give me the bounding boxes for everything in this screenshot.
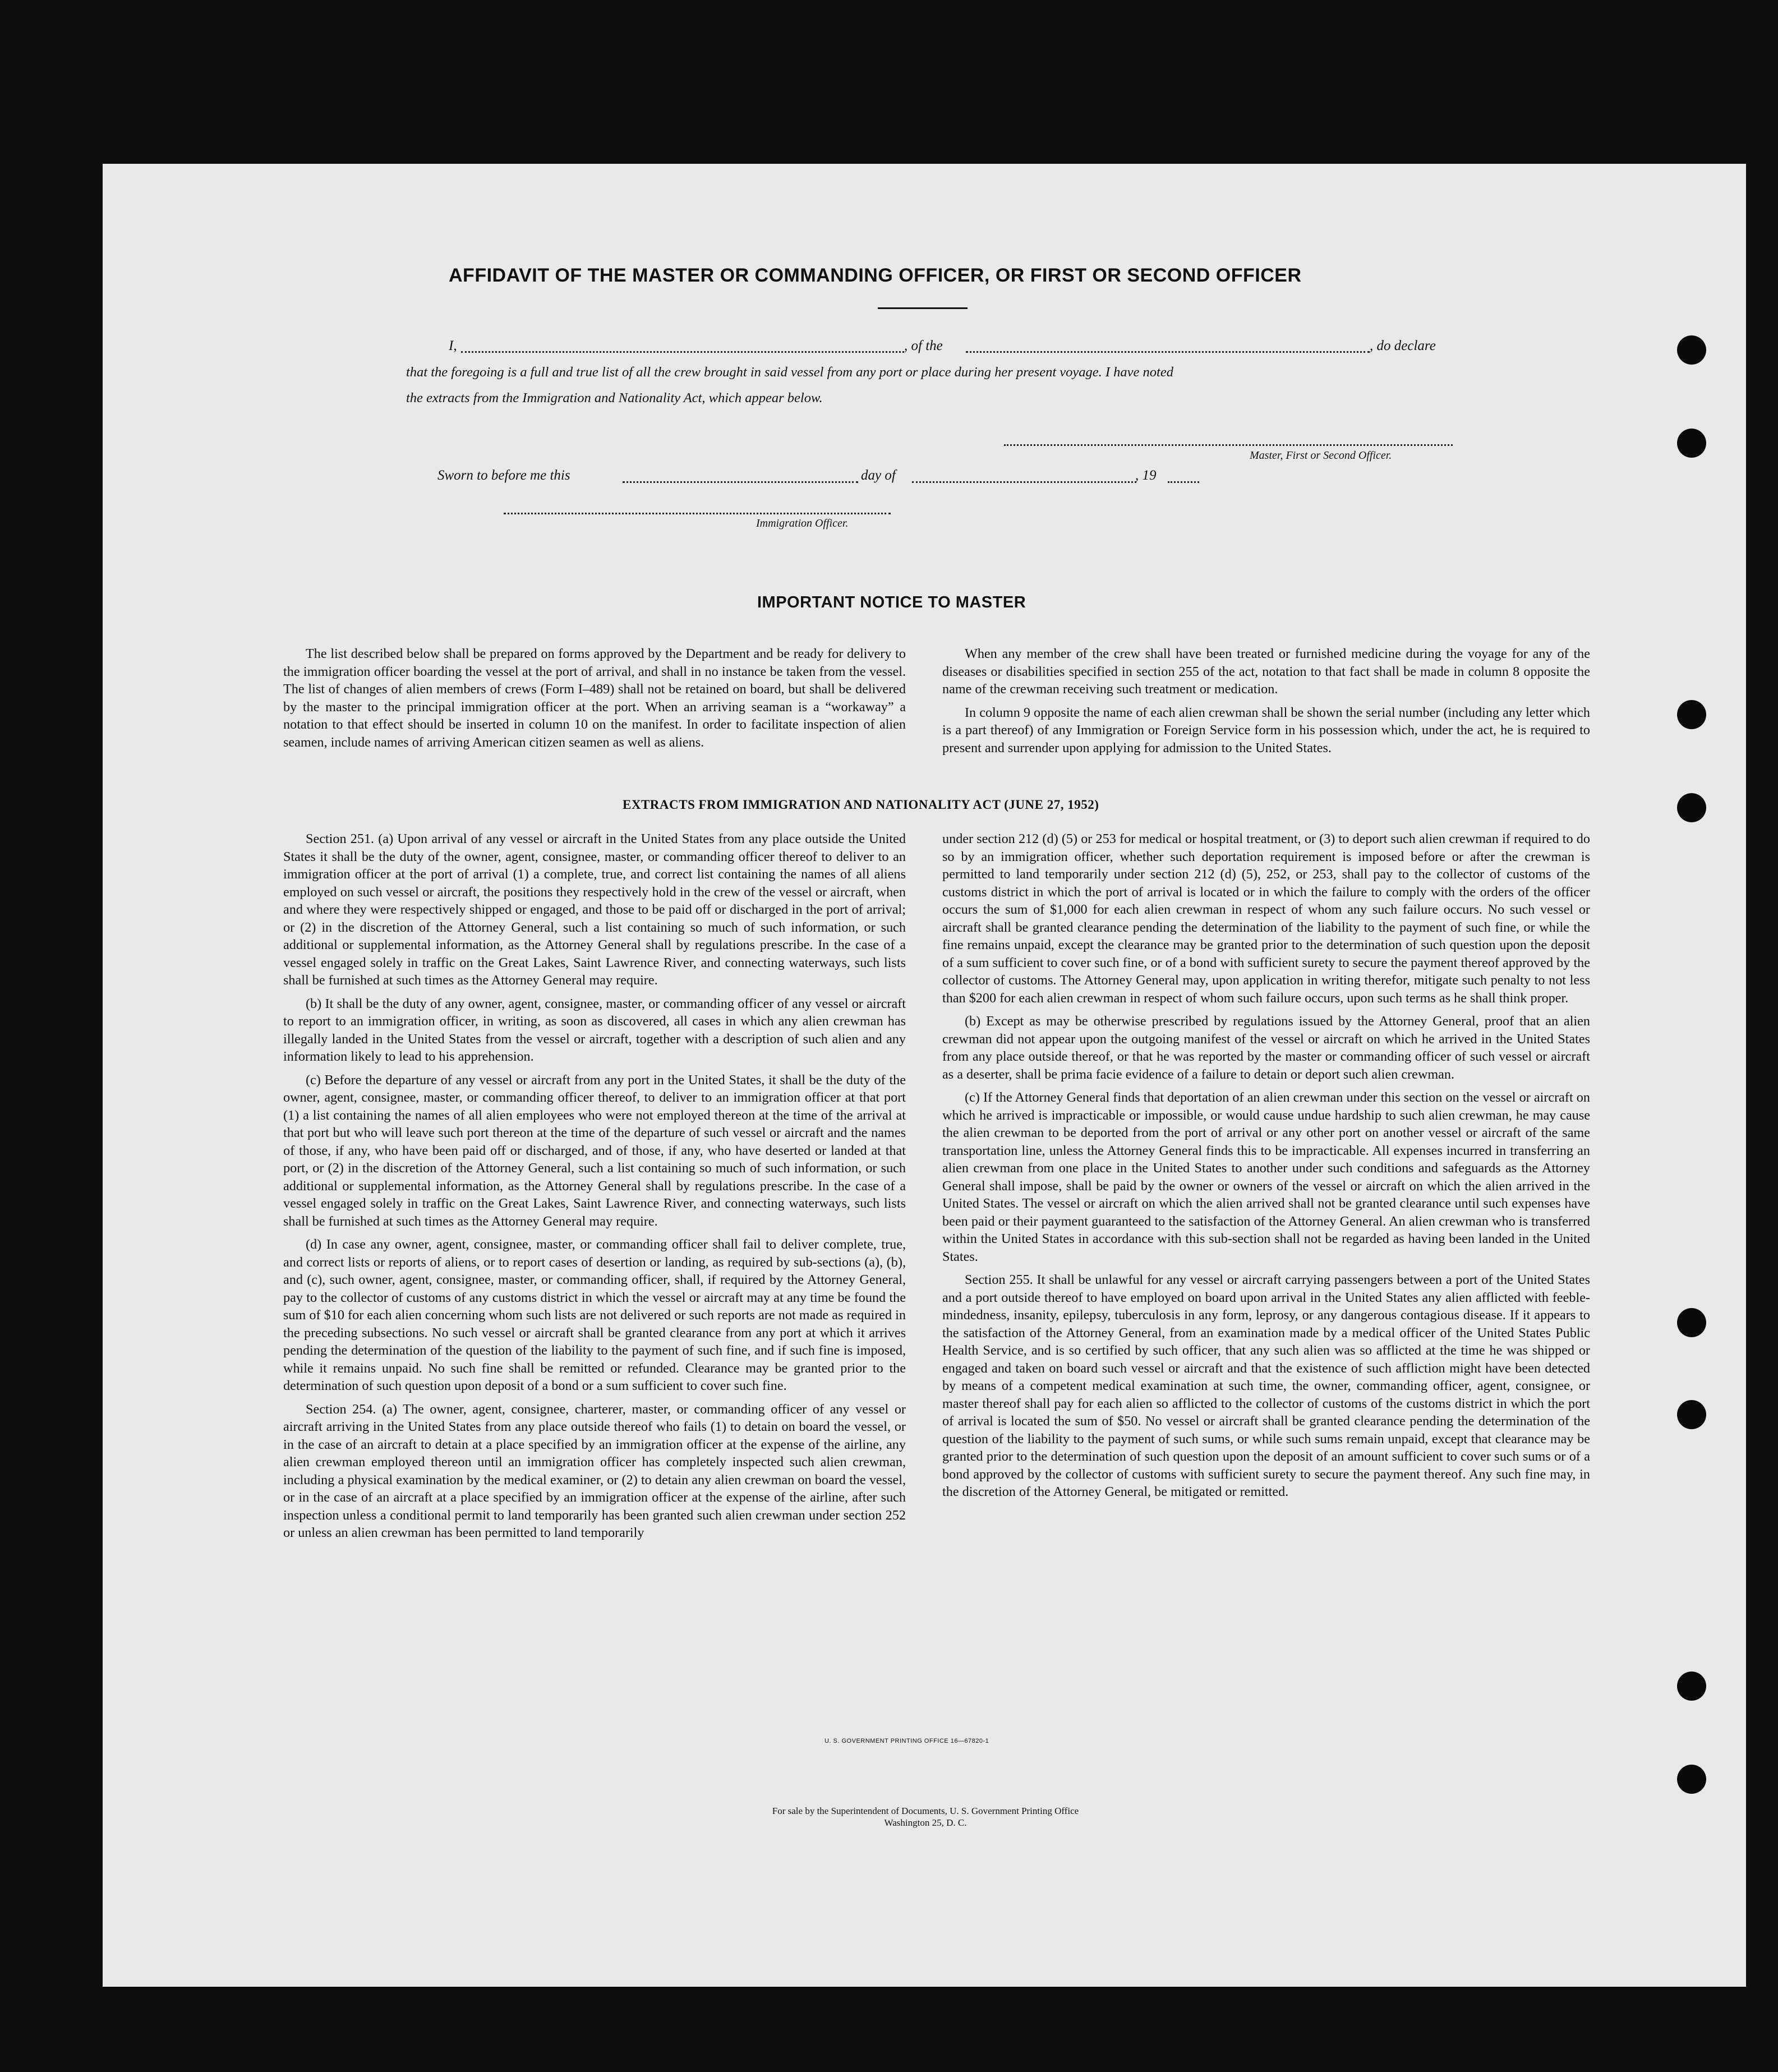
section-paragraph: Section 255. It shall be unlawful for any vessel or aircraft carrying passengers between a port of the United States and a port outside thereof to have employed on board upon arrival in the United States any alien afflicted with feeble-mindedness, insanity, epilepsy, tuberculosis in any form, leprosy, or any dangerous contagious disease. If it appears to the satisfaction of the Attorney General, from an examination made by a medical officer of the United States Public Health Service, and is so certified by such officer, that any such alien was so afflicted at the time he was shipped or engaged and taken on board such vessel or aircraft and that the existence of such affliction might have been detected by means of a competent medical examination at such time, the owner, commanding officer, agent, consignee, or master thereof shall pay for each alien so afflicted to the collector of customs of the customs district in which the port of arrival is located the sum of $50. No vessel or aircraft shall be granted clearance pending the determination of the question of the liability to the payment of such sums, or while such sums remain unpaid, except that clearance may be granted prior to the determination of such question upon the deposit of an amount sufficient to cover such sums or of a bond approved by the collector of customs with sufficient surety to secure the payment thereof. Any such fine may, in the discretion of the Attorney General, be mitigated or remitted.	[942, 1272, 1590, 1499]
notice-right-paragraph-1: When any member of the crew shall have been treated or furnished medicine during the voyage for any of the diseases or disabilities specified in section 255 of the act, notation to that fact shall be made in column 8 opposite the name of the crewman receiving such treatment or medication.	[942, 646, 1590, 697]
punch-hole	[1677, 1765, 1706, 1794]
sworn-mid: day of	[861, 468, 896, 483]
section-paragraph: (b) Except as may be otherwise prescribed by regulations issued by the Attorney General, proof that an alien crewman did not appear upon the outgoing manifest of the vessel or aircraft on which he arrived in the United States from any place outside thereof, or that he was reported by the master or commanding officer of such vessel or aircraft as a deserter, shall be prima facie evidence of a failure to detain or deport such alien crewman.	[942, 1014, 1590, 1082]
sworn-day-field[interactable]	[623, 481, 858, 483]
affidavit-title: AFFIDAVIT OF THE MASTER OR COMMANDING OFFICER, OR FIRST OR SECOND OFFICER	[449, 265, 1302, 286]
punch-hole	[1677, 700, 1706, 729]
signature-label: Master, First or Second Officer.	[1250, 449, 1392, 462]
declaration-prefix: I,	[449, 338, 457, 353]
declaration-suffix: , do declare	[1370, 338, 1436, 353]
section-paragraph: Section 254. (a) The owner, agent, consignee, charterer, master, or commanding officer of any vessel or aircraft arriving in the United States from any place outside thereof who fails (1) to detain on board the vessel, or in the case of an aircraft to detain at a place specified by an immigration officer at the expense of the airline, any alien crewman employed thereon until an immigration officer has completely inspected such alien crewman, including a physical examination by the medical examiner, or (2) to detain any alien crewman on board the vessel, or in the case of an aircraft at a place specified by an immigration officer at the expense of the airline, after such inspection unless a conditional permit to land temporarily has been granted such alien crewman under section 252 or unless an alien crewman has been permitted to land temporarily	[283, 1401, 906, 1540]
notice-title: IMPORTANT NOTICE TO MASTER	[757, 593, 1026, 611]
extracts-heading: EXTRACTS FROM IMMIGRATION AND NATIONALITY ACT (JUNE 27, 1952)	[623, 798, 1099, 812]
sale-notice	[673, 1805, 1178, 1829]
declaration-mid: , of the	[904, 338, 943, 353]
punch-hole	[1677, 793, 1706, 822]
section-paragraph: (d) In case any owner, agent, consignee, master, or commanding officer shall fail to deliver complete, true, and correct lists or reports of aliens, or to report cases of desertion or landing, as required by sub-sections (a), (b), and (c), such owner, agent, consignee, master, or commanding officer, shall, if required by the Attorney General, pay to the collector of customs of any customs district in which the vessel or aircraft may at any time be found the sum of $10 for each alien concerning whom such lists are not delivered or such reports are not made as required in the preceding subsections. No such vessel or aircraft shall be granted clearance from any port at which it arrives pending the determination of the question of the liability to the payment of such fine, and if such fine is imposed, while it remains unpaid. No such fine shall be remitted or refunded. Clearance may be granted prior to the determination of such question upon deposit of a bond or a sum sufficient to cover such fine.	[283, 1237, 906, 1393]
notice-right	[942, 645, 1590, 762]
signature-field[interactable]	[1004, 444, 1453, 446]
extracts-right-column	[942, 830, 1590, 1507]
sworn-year: , 19	[1135, 468, 1157, 483]
sworn-month-field[interactable]	[912, 481, 1136, 483]
officer-label: Immigration Officer.	[756, 517, 849, 529]
officer-signature-field[interactable]	[504, 513, 891, 514]
section-paragraph: (c) Before the departure of any vessel or aircraft from any port in the United States, it shall be the duty of the owner, agent, consignee, master, or commanding officer thereof, to deliver to an immigration officer at that port (1) a list containing the names of all alien employees who were not employed thereon at the time of the arrival at that port but who will leave such port thereon at the time of the departure of such vessel or aircraft and the names of those, if any, who have been paid off or discharged, and of those, if any, who have deserted or landed at that port, or (2) in the discretion of the Attorney General, such a list containing so much of such information, or such additional or supplemental information, as the Attorney General shall by regulations prescribe. In the case of a vessel engaged solely in traffic on the Great Lakes, Saint Lawrence River, and connecting waterways, such lists shall be furnished at such times as the Attorney General may require.	[283, 1072, 906, 1229]
section-paragraph: Section 251. (a) Upon arrival of any vessel or aircraft in the United States from any place outside the United States it shall be the duty of the owner, agent, consignee, master, or commanding officer thereof to deliver to an immigration officer at the port of arrival (1) a complete, true, and correct list containing the names of all aliens employed on such vessel or aircraft, the positions they respectively hold in the crew of the vessel or aircraft, when and where they were respectively shipped or engaged, and those to be paid off or discharged in the port of arrival; or (2) in the discretion of the Attorney General, such a list containing so much of such information, or such additional or supplemental information, as the Attorney General shall by regulations prescribe. In the case of a vessel engaged solely in traffic on the Great Lakes, Saint Lawrence River, and connecting waterways, such lists shall be furnished at such times as the Attorney General may require.	[283, 831, 906, 988]
punch-hole	[1677, 1672, 1706, 1701]
declaration-text-2: that the foregoing is a full and true list of all the crew brought in said vessel from any port or place during her present voyage. I have noted	[406, 365, 1173, 380]
notice-left	[283, 645, 906, 757]
sworn-year-field[interactable]	[1168, 481, 1199, 483]
printing-office-line: U. S. GOVERNMENT PRINTING OFFICE 16—67820-1	[824, 1738, 989, 1744]
section-paragraph: (b) It shall be the duty of any owner, agent, consignee, master, or commanding officer of any vessel or aircraft to report to an immigration officer, in writing, as soon as discovered, all cases in which any alien crewman has illegally landed in the United States from the vessel or aircraft, together with a description of such alien and any information likely to lead to his apprehension.	[283, 996, 906, 1064]
punch-hole	[1677, 1400, 1706, 1429]
sale-line-2: Washington 25, D. C.	[884, 1817, 967, 1828]
name-field[interactable]	[461, 351, 904, 353]
sale-line-1: For sale by the Superintendent of Documents, U. S. Government Printing Office	[772, 1806, 1079, 1816]
vessel-field[interactable]	[966, 351, 1370, 353]
notice-right-paragraph-2: In column 9 opposite the name of each alien crewman shall be shown the serial number (including any letter which is a part thereof) of any Immigration or Foreign Service form in his possession which, under the act, he is required to present and surrender upon applying for admission to the United States.	[942, 705, 1590, 756]
punch-hole	[1677, 335, 1706, 365]
notice-left-paragraph: The list described below shall be prepared on forms approved by the Department and be ready for delivery to the immigration officer boarding the vessel at the port of arrival, and shall in no instance be taken from the vessel. The list of changes of alien members of crews (Form I–489) shall not be retained on board, but shall be delivered by the master to the principal immigration officer at the port. When an arriving seaman is a “workaway” a notation to that effect should be inserted in column 10 on the manifest. In order to facilitate inspection of alien seamen, include names of arriving American citizen seamen as well as aliens.	[283, 646, 906, 750]
declaration-line	[449, 338, 1458, 356]
section-paragraph: under section 212 (d) (5) or 253 for medical or hospital treatment, or (3) to deport such alien crewman if required to do so by an immigration officer, whether such deportation requirement is imposed before or after the crewman is permitted to land temporarily under section 212 (d) (5), 252, or 253, shall pay to the collector of customs of the customs district in which the port of arrival is located or in which the failure to comply with the orders of the officer occurs the sum of $1,000 for each alien crewman in respect of whom any such failure occurs. No such vessel or aircraft shall be granted clearance pending the determination of the liability to the payment of such fine, or while the fine remains unpaid, except the clearance may be granted prior to the determination of such question upon the deposit of a sum sufficient to cover such fine, or of a bond with sufficient surety to secure the payment thereof approved by the collector of customs. The Attorney General may, upon application in writing therefor, mitigate such penalty to not less than $200 for each alien crewman in respect of whom such failure occurs, upon such terms as he shall think proper.	[942, 831, 1590, 1006]
sworn-prefix: Sworn to before me this	[437, 468, 570, 483]
declaration-text-3: the extracts from the Immigration and Nationality Act, which appear below.	[406, 390, 823, 406]
punch-hole	[1677, 429, 1706, 458]
extracts-left-column	[283, 830, 906, 1548]
punch-hole	[1677, 1308, 1706, 1337]
section-paragraph: (c) If the Attorney General finds that deportation of an alien crewman under this section on the vessel or aircraft on which he arrived is impracticable or impossible, or would cause undue hardship to such alien crewman, he may cause the alien crewman to be deported from the port of arrival or any other port on another vessel or aircraft of the same transportation line, unless the Attorney General finds this to be impracticable. All expenses incurred in transferring an alien crewman from one place in the United States to another under such conditions and safeguards as the Attorney General shall impose, shall be paid by the owner or owners of the vessel or aircraft on which the alien arrived in the United States. The vessel or aircraft on which the alien arrived shall not be granted clearance until such expenses have been paid or their payment guaranteed to the satisfaction of the Attorney General. An alien crewman who is transferred within the United States in accordance with this sub-section shall not be regarded as having been landed in the United States.	[942, 1090, 1590, 1264]
title-rule	[878, 307, 968, 309]
